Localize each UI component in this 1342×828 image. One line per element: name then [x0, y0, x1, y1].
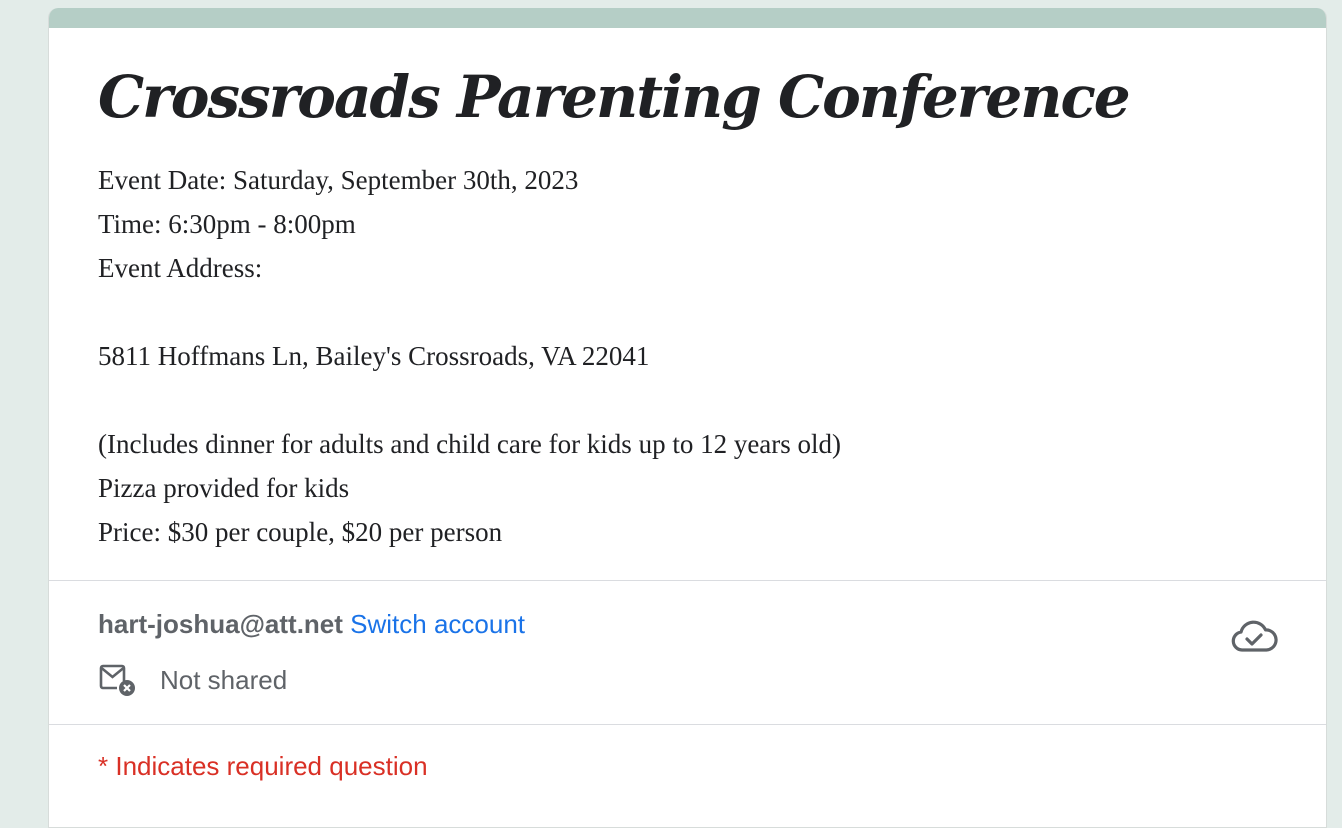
account-email: hart-joshua@att.net	[98, 609, 343, 639]
description-line	[98, 290, 1277, 334]
description-line: 5811 Hoffmans Ln, Bailey's Crossroads, VA 22041	[98, 341, 650, 371]
description-line: Event Address:	[98, 253, 263, 283]
form-header	[49, 28, 1326, 554]
description-line: (Includes dinner for adults and child care for kids up to 12 years old)	[98, 429, 842, 459]
description-line: Pizza provided for kids	[98, 473, 350, 503]
form-description	[98, 158, 1277, 554]
form-header-card	[48, 8, 1327, 828]
required-question-note: * Indicates required question	[98, 751, 428, 781]
account-row	[98, 607, 1277, 641]
description-line	[98, 378, 1277, 422]
mail-not-shared-icon	[98, 663, 136, 697]
account-section	[49, 581, 1326, 724]
form-title: Crossroads Parenting Conference	[98, 63, 1129, 131]
switch-account-link[interactable]: Switch account	[350, 609, 526, 639]
cloud-done-icon[interactable]	[1230, 617, 1278, 657]
card-accent-bar	[49, 8, 1326, 28]
description-line: Event Date: Saturday, September 30th, 2023	[98, 165, 579, 195]
description-line: Price: $30 per couple, $20 per person	[98, 517, 503, 547]
description-line: Time: 6:30pm - 8:00pm	[98, 209, 356, 239]
shared-status-row	[98, 663, 1277, 697]
shared-status-text: Not shared	[160, 664, 288, 695]
